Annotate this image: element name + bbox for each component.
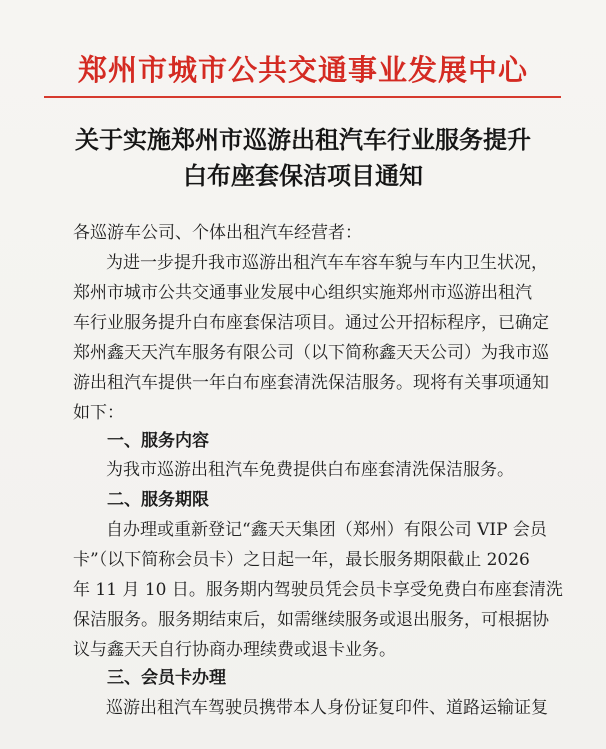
organization-name: 郑州市城市公共交通事业发展中心: [77, 53, 528, 87]
intro-line: 为进一步提升我市巡游出租汽车车容车貌与车内卫生状况，: [106, 253, 548, 273]
section-heading-service-content: 一、服务内容: [107, 431, 209, 451]
intro-line: 郑州鑫天天汽车服务有限公司（以下简称鑫天天公司）为我市巡: [73, 343, 549, 363]
notice-title-line-1: 关于实施郑州市巡游出租汽车行业服务提升: [75, 126, 531, 154]
section-1-line: 为我市巡游出租汽车免费提供白布座套清洗保洁服务。: [106, 460, 514, 480]
section-3-line: 巡游出租汽车驾驶员携带本人身份证复印件、道路运输证复: [106, 698, 548, 718]
section-2-line: 年 11 月 10 日。服务期内驾驶员凭会员卡享受免费白布座套清洗: [73, 580, 563, 600]
intro-line: 车行业服务提升白布座套保洁项目。通过公开招标程序，已确定: [73, 313, 549, 333]
section-heading-service-period: 二、服务期限: [107, 490, 209, 510]
greeting: 各巡游车公司、个体出租汽车经营者：: [73, 223, 362, 243]
section-2-line: 议与鑫天天自行协商办理续费或退卡业务。: [73, 640, 396, 660]
section-2-line: 保洁服务。服务期结束后，如需继续服务或退出服务，可根据协: [73, 610, 549, 630]
intro-line: 如下：: [73, 403, 124, 423]
notice-title: [0, 122, 606, 194]
section-2-line: 自办理或重新登记“鑫天天集团（郑州）有限公司 VIP 会员: [106, 520, 547, 540]
intro-line: 游出租汽车提供一年白布座套清洗保洁服务。现将有关事项通知: [73, 373, 549, 393]
intro-line: 郑州市城市公共交通事业发展中心组织实施郑州市巡游出租汽: [73, 283, 532, 303]
notice-title-line-2: 白布座套保洁项目通知: [183, 162, 423, 190]
red-header-rule: [44, 96, 561, 98]
section-heading-member-card: 三、会员卡办理: [107, 668, 226, 688]
section-2-line: 卡”（以下简称会员卡）之日起一年，最长服务期限截止 2026: [73, 550, 530, 570]
